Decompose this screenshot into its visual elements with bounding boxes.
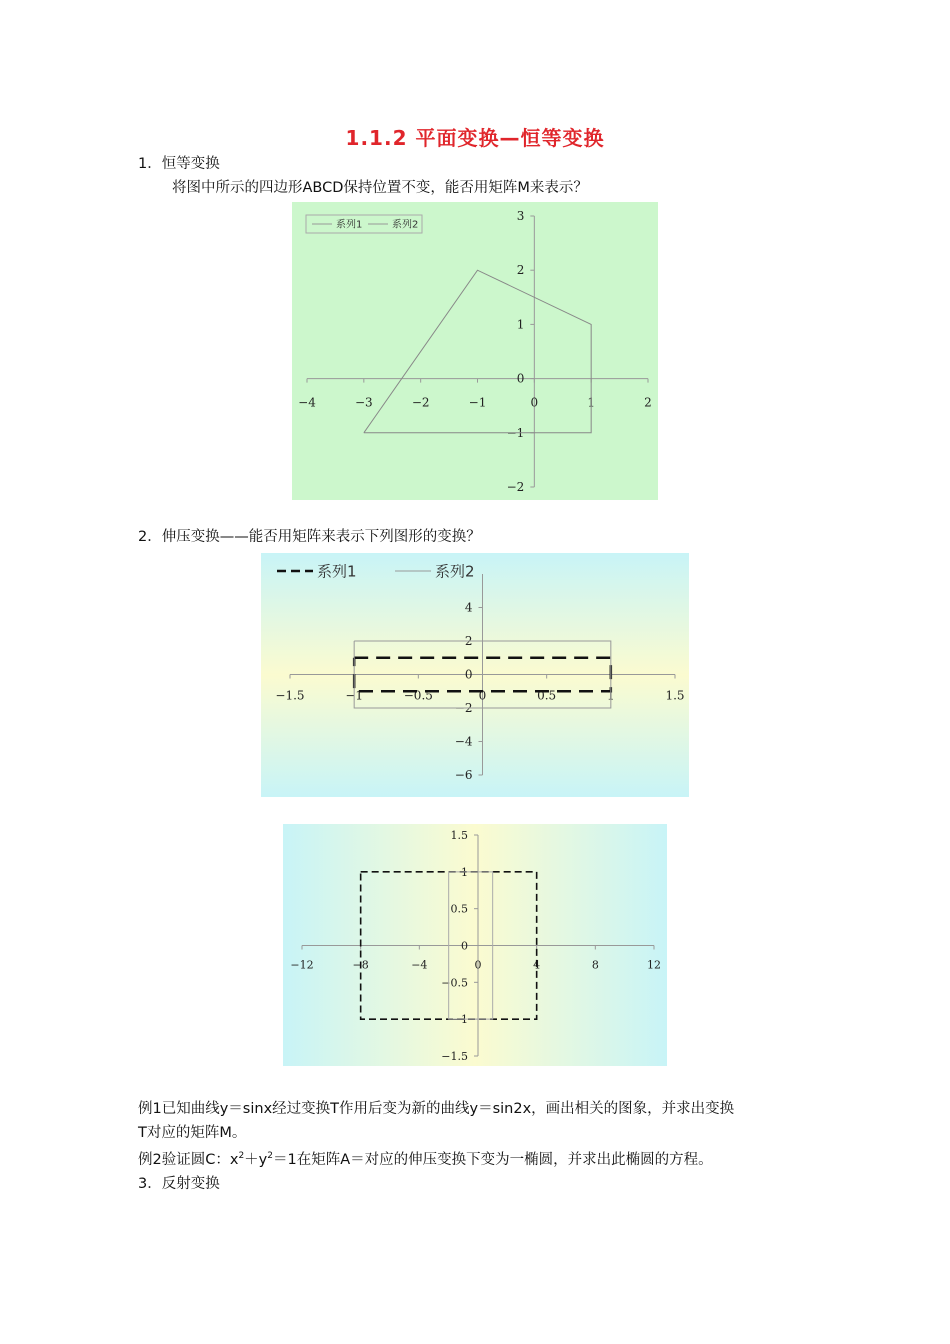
chart2-x-tick-label: −1 xyxy=(345,688,364,703)
chart1-x-tick-label: −4 xyxy=(298,395,316,410)
chart3-y-tick-label: −1.5 xyxy=(441,1050,468,1063)
chart1-legend-label-2: 系列2 xyxy=(392,219,419,231)
chart2-y-tick-label: 4 xyxy=(464,600,473,615)
chart1-legend-label-1: 系列1 xyxy=(336,219,363,231)
chart1-x-tick-label: −3 xyxy=(354,395,373,410)
chart1-y-tick-label: −2 xyxy=(506,480,525,494)
page-title: 1.1.2 平面变换—恒等变换 xyxy=(345,126,605,150)
example-2: 例2验证圆C：$x^2+y^2=1$在矩阵A＝对应的伸压变换下变为一椭圆，并求出此椭圆的方程。 xyxy=(138,1151,713,1168)
chart1-background xyxy=(292,202,658,500)
chart-3 xyxy=(283,824,667,1066)
chart3-x-tick-label: −8 xyxy=(352,958,369,972)
section-2-heading: 2．伸压变换——能否用矩阵来表示下列图形的变换？ xyxy=(138,529,481,545)
chart-1 xyxy=(292,202,658,500)
chart2-x-tick-label: 1.5 xyxy=(665,688,685,703)
chart1-y-tick-label: 2 xyxy=(516,263,525,278)
chart1-y-tick-label: −1 xyxy=(506,425,525,440)
chart1-x-tick-label: −1 xyxy=(468,395,487,410)
chart3-y-tick-label: −1 xyxy=(451,1013,468,1027)
chart2-y-tick-label: −6 xyxy=(454,768,473,782)
chart2-x-tick-label: −1.5 xyxy=(275,688,305,703)
chart1-x-tick-label: −2 xyxy=(411,395,430,410)
chart3-y-tick-label: 0 xyxy=(461,939,468,953)
chart2-y-tick-label: −4 xyxy=(454,734,473,749)
chart3-y-tick-label: 1.5 xyxy=(450,829,468,842)
chart1-x-tick-label: 0 xyxy=(530,395,539,410)
example-1-line-2: T对应的矩阵M。 xyxy=(138,1125,247,1141)
chart3-y-tick-label: 1 xyxy=(461,865,468,879)
chart1-x-tick-label: 1 xyxy=(587,395,595,410)
chart-2 xyxy=(261,553,689,797)
chart3-y-tick-label: −0.5 xyxy=(441,976,468,990)
chart-3-container xyxy=(283,824,667,1066)
chart3-x-tick-label: 4 xyxy=(533,958,541,972)
chart1-y-tick-label: 1 xyxy=(516,317,525,332)
chart2-x-tick-label: −0.5 xyxy=(403,688,433,703)
chart1-x-tick-label: 2 xyxy=(644,395,652,410)
section-3-heading: 3．反射变换 xyxy=(138,1176,220,1192)
chart-2-container xyxy=(261,553,689,797)
section-1-text: 将图中所示的四边形ABCD保持位置不变，能否用矩阵M来表示？ xyxy=(172,180,588,196)
chart2-x-tick-label: 0.5 xyxy=(537,688,557,703)
chart1-y-tick-label: 0 xyxy=(516,371,525,386)
chart3-x-tick-label: −12 xyxy=(290,958,314,972)
chart3-x-tick-label: 8 xyxy=(591,958,599,972)
chart2-x-tick-label: 1 xyxy=(607,688,615,703)
chart2-y-tick-label: 0 xyxy=(464,667,473,682)
chart2-x-tick-label: 0 xyxy=(478,688,487,703)
chart2-legend-label-2: 系列2 xyxy=(435,562,475,581)
chart3-x-tick-label: 12 xyxy=(647,958,661,972)
example-1-line-1: 例1已知曲线y＝sinx经过变换T作用后变为新的曲线y＝sin2x，画出相关的图象，并求出变换 xyxy=(138,1101,735,1117)
chart1-y-tick-label: 3 xyxy=(516,209,525,223)
chart2-y-tick-label: −2 xyxy=(454,701,473,715)
chart2-legend-label-1: 系列1 xyxy=(317,562,357,581)
chart3-x-tick-label: 0 xyxy=(474,958,482,972)
chart-1-container xyxy=(292,202,658,500)
chart3-y-tick-label: 0.5 xyxy=(450,902,468,916)
chart3-x-tick-label: −4 xyxy=(411,958,428,972)
chart2-y-tick-label: 2 xyxy=(464,634,473,648)
section-1-heading: 1．恒等变换 xyxy=(138,156,220,172)
